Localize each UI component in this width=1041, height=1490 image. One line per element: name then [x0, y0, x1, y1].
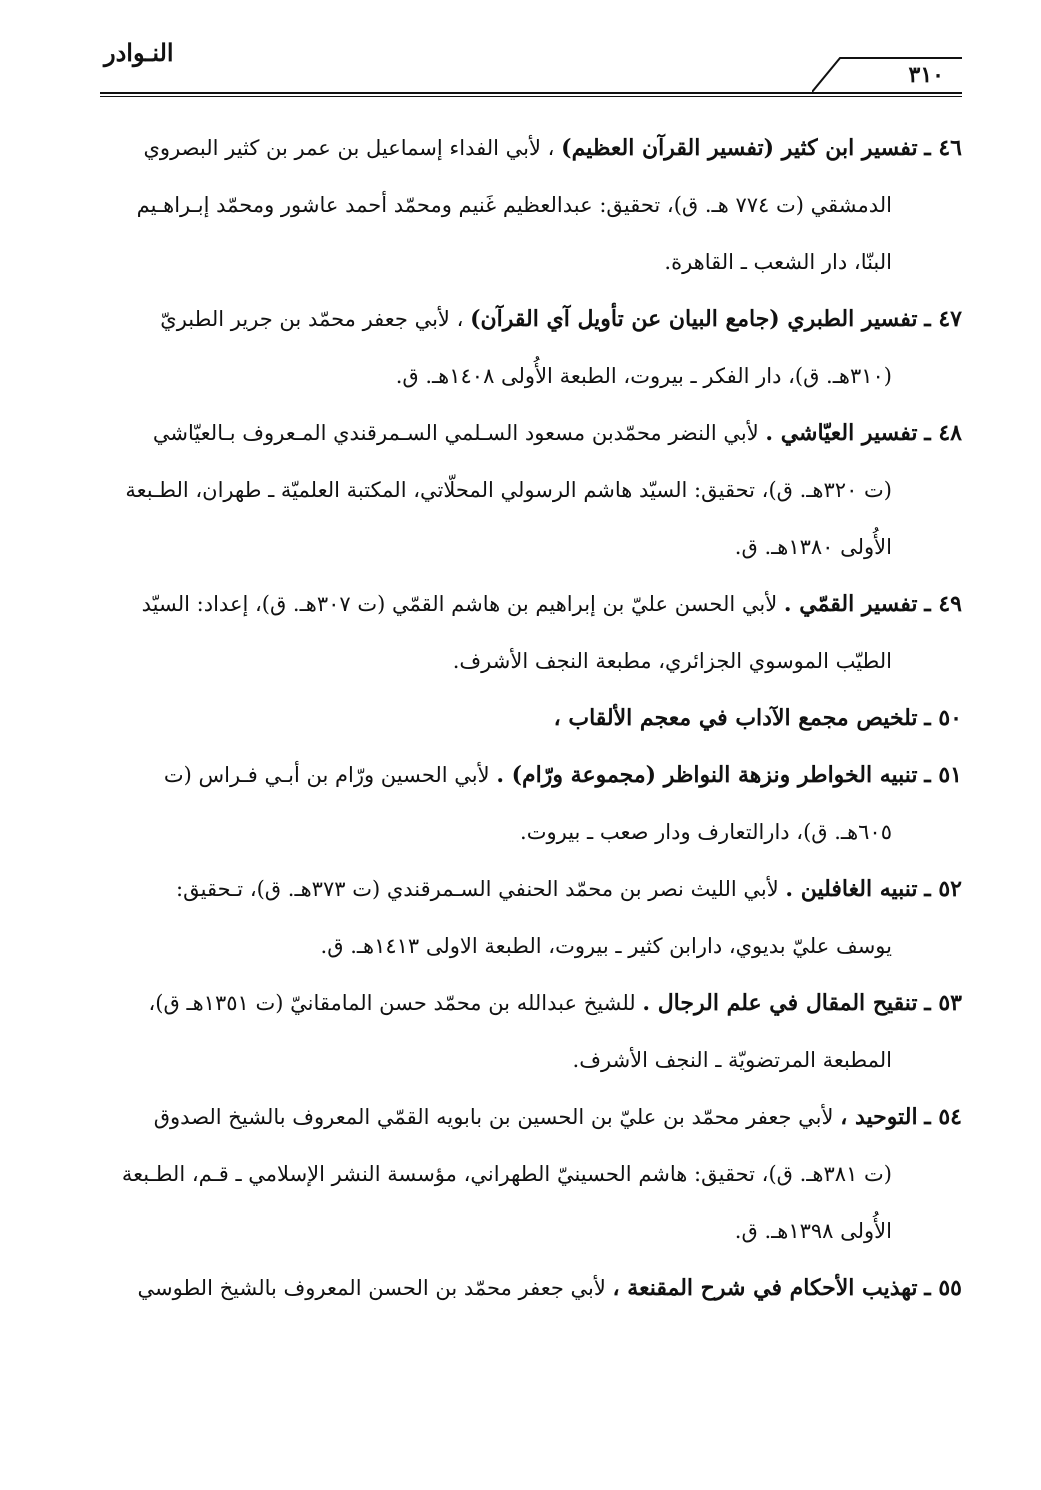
- entry-number: ٤٦ ـ: [924, 135, 962, 161]
- entry-first-line: [100, 120, 962, 177]
- entry-title: تفسير العيّاشي .: [765, 420, 918, 446]
- entry-text: لأبي الحسن عليّ بن إبراهيم بن هاشم القمّي (ت ٣٠٧هـ. ق)، إعداد: السيّد: [141, 592, 778, 616]
- page-header: [100, 38, 962, 108]
- entry-title: تفسير ابن كثير (تفسير القرآن العظيم): [561, 135, 918, 161]
- entry-number: ٥١ ـ: [924, 762, 962, 788]
- entry-first-line: [100, 576, 962, 633]
- entry-title: تفسير القمّي .: [783, 591, 918, 617]
- entry-continuation: (ت ٣٨١هـ. ق)، تحقيق: هاشم الحسينيّ الطهراني، مؤسسة النشر الإسلامي ـ قـم، الطـبعة: [121, 1162, 892, 1186]
- entry-title: تلخيص مجمع الآداب في معجم الألقاب ،: [553, 705, 918, 731]
- running-title: النـوادر: [104, 38, 174, 67]
- entry-text: للشيخ عبدالله بن محمّد حسن المامقانيّ (ت ١٣٥١هـ ق)،: [148, 991, 636, 1015]
- bibliography-entry: [100, 747, 962, 861]
- entry-number: ٤٧ ـ: [924, 306, 962, 332]
- entry-text: لأبي الحسين ورّام بن أبـي فـراس (ت: [163, 763, 490, 787]
- entry-text: لأبي النضر محمّدبن مسعود السـلمي السـمرقندي المـعروف بـالعيّاشي: [152, 421, 759, 445]
- bibliography-entry: [100, 1089, 962, 1260]
- entry-first-line: [100, 291, 962, 348]
- bibliography-entry: [100, 861, 962, 975]
- entry-title: تنبيه الخواطر ونزهة النواظر (مجموعة ورّام) .: [496, 762, 918, 788]
- entry-first-line: [100, 861, 962, 918]
- entry-number: ٤٩ ـ: [924, 591, 962, 617]
- entry-title: تفسير الطبري (جامع البيان عن تأويل آي القرآن): [470, 306, 918, 332]
- entry-text: ، لأبي جعفر محمّد بن جرير الطبريّ: [160, 307, 464, 331]
- entry-continuation: المطبعة المرتضويّة ـ النجف الأشرف.: [572, 1048, 892, 1072]
- entry-continuation: الطيّب الموسوي الجزائري، مطبعة النجف الأشرف.: [452, 649, 892, 673]
- bibliography-entry: [100, 120, 962, 291]
- entry-first-line: [100, 747, 962, 804]
- entry-text: لأبي جعفر محمّد بن الحسن المعروف بالشيخ الطوسي: [137, 1276, 606, 1300]
- entry-number: ٥٠ ـ: [924, 705, 962, 731]
- entry-first-line: [100, 690, 962, 747]
- entry-continuation: الأُولى ١٣٨٠هـ. ق.: [734, 535, 892, 559]
- entry-continuation: ٦٠٥هـ. ق)، دارالتعارف ودار صعب ـ بيروت.: [520, 820, 892, 844]
- entry-text: لأبي جعفر محمّد بن عليّ بن الحسين بن بابويه القمّي المعروف بالشيخ الصدوق: [153, 1105, 834, 1129]
- entry-text: ، لأبي الفداء إسماعيل بن عمر بن كثير البصروي: [143, 136, 555, 160]
- entry-title: تهذيب الأحكام في شرح المقنعة ،: [612, 1275, 918, 1301]
- header-rule: [100, 92, 962, 94]
- entry-first-line: [100, 1089, 962, 1146]
- entry-number: ٥٢ ـ: [924, 876, 962, 902]
- entry-continuation: الأُولى ١٣٩٨هـ. ق.: [734, 1219, 892, 1243]
- entry-continuation: الدمشقي (ت ٧٧٤ هـ. ق)، تحقيق: عبدالعظيم غَنيم ومحمّد أحمد عاشور ومحمّد إبـراهـيم: [136, 193, 892, 217]
- entry-number: ٥٤ ـ: [924, 1104, 962, 1130]
- bibliography-entry: [100, 405, 962, 576]
- entry-continuation: البنّا، دار الشعب ـ القاهرة.: [664, 250, 892, 274]
- entry-continuation: (٣١٠هـ. ق)، دار الفكر ـ بيروت، الطبعة الأُولى ١٤٠٨هـ. ق.: [395, 364, 892, 388]
- entry-number: ٥٣ ـ: [924, 990, 962, 1016]
- entry-first-line: [100, 1260, 962, 1317]
- page-number-box: [812, 52, 962, 92]
- bibliography-entry: [100, 690, 962, 747]
- bibliography-list: [100, 120, 962, 1317]
- header-rule-secondary: [100, 96, 962, 97]
- entry-title: تنبيه الغافلين .: [785, 876, 918, 902]
- bibliography-entry: [100, 1260, 962, 1317]
- entry-first-line: [100, 975, 962, 1032]
- bibliography-entry: [100, 975, 962, 1089]
- page-number: ٣١٠: [908, 62, 944, 88]
- entry-title: التوحيد ،: [840, 1104, 918, 1130]
- entry-number: ٤٨ ـ: [924, 420, 962, 446]
- entry-first-line: [100, 405, 962, 462]
- entry-continuation: (ت ٣٢٠هـ. ق)، تحقيق: السيّد هاشم الرسولي المحلّاتي، المكتبة العلميّة ـ طهران، الطـبعة: [125, 478, 892, 502]
- entry-title: تنقيح المقال في علم الرجال .: [642, 990, 918, 1016]
- entry-continuation: يوسف عليّ بديوي، دارابن كثير ـ بيروت، الطبعة الاولى ١٤١٣هـ. ق.: [320, 934, 892, 958]
- entry-text: لأبي الليث نصر بن محمّد الحنفي السـمرقندي (ت ٣٧٣هـ. ق)، تـحقيق:: [176, 877, 779, 901]
- entry-number: ٥٥ ـ: [924, 1275, 962, 1301]
- bibliography-entry: [100, 576, 962, 690]
- bibliography-entry: [100, 291, 962, 405]
